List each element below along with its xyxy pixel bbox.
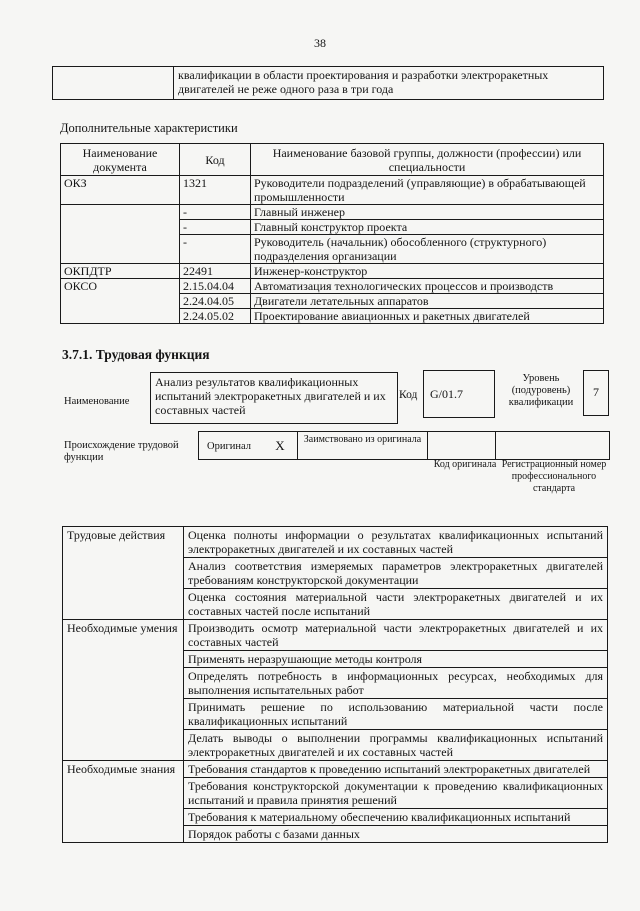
continuation-text: квалификации в области проектирования и разработки электроракетных двигателей не реже одного раза в три года [174, 67, 604, 100]
level-label: Уровень (подуровень) квалификации [508, 373, 574, 408]
origin-box [198, 431, 610, 460]
header-name: Наименование базовой группы, должности (профессии) или специальности [251, 144, 604, 176]
knowledge-item: Порядок работы с базами данных [184, 826, 608, 843]
position-name: Главный инженер [251, 205, 604, 220]
okso-code: 2.15.04.04 [180, 279, 251, 294]
skill-item: Принимать решение по использованию материальной части после квалификационных испытаний [184, 699, 608, 730]
level-box: 7 [583, 370, 609, 416]
action-item: Оценка полноты информации о результатах квалификационных испытаний электроракетных двигателей и их составных частей [184, 527, 608, 558]
skills-label: Необходимые умения [63, 620, 184, 761]
okso-name: Проектирование авиационных и ракетных двигателей [251, 309, 604, 324]
code-original-label: Код оригинала [433, 459, 497, 470]
function-title: 3.7.1. Трудовая функция [62, 347, 210, 362]
skill-item: Применять неразрушающие методы контроля [184, 651, 608, 668]
position-code: - [180, 220, 251, 235]
original-mark: X [263, 432, 298, 459]
function-code-box: G/01.7 [423, 370, 495, 418]
okso-code: 2.24.04.05 [180, 294, 251, 309]
knowledge-item: Требования к материальному обеспечению квалификационных испытаний [184, 809, 608, 826]
knowledge-item: Требования конструкторской документации к проведению квалификационных испытаний и правила принятия решений [184, 778, 608, 809]
additional-characteristics-table [60, 143, 604, 324]
code-label: Код [399, 389, 418, 401]
labor-function-details-table [62, 526, 608, 843]
okz-doc: ОКЗ [61, 176, 180, 205]
okpdtr-code: 22491 [180, 264, 251, 279]
additional-title: Дополнительные характеристики [60, 121, 238, 135]
continuation-empty-cell [53, 67, 174, 100]
position-name: Главный конструктор проекта [251, 220, 604, 235]
reg-number-label: Регистрационный номер профессионального стандарта [501, 459, 607, 494]
header-doc: Наименование документа [61, 144, 180, 176]
knowledge-label: Необходимые знания [63, 761, 184, 843]
action-item: Анализ соответствия измеряемых параметров электроракетных двигателей требованиям конструкторской документации [184, 558, 608, 589]
function-name-box: Анализ результатов квалификационных испытаний электроракетных двигателей и их составных частей [150, 372, 398, 424]
actions-label: Трудовые действия [63, 527, 184, 620]
name-label: Наименование [64, 396, 130, 407]
borrowed-label: Заимствовано из оригинала [298, 432, 428, 459]
okso-name: Двигатели летательных аппаратов [251, 294, 604, 309]
okz-name: Руководители подразделений (управляющие) в обрабатывающей промышленности [251, 176, 604, 205]
header-code: Код [180, 144, 251, 176]
origin-label: Происхождение трудовой функции [64, 440, 179, 463]
position-code: - [180, 205, 251, 220]
page-number: 38 [314, 36, 326, 50]
skill-item: Делать выводы о выполнении программы квалификационных испытаний электроракетных двигателей и их составных частей [184, 730, 608, 761]
original-label: Оригинал [207, 441, 251, 452]
skill-item: Определять потребность в информационных ресурсах, необходимых для выполнения испытательных работ [184, 668, 608, 699]
continuation-table [52, 66, 604, 100]
okso-code: 2.24.05.02 [180, 309, 251, 324]
code-original-cell [429, 432, 496, 459]
position-name: Руководитель (начальник) обособленного (структурного) подразделения организации [251, 235, 604, 264]
skill-item: Производить осмотр материальной части электроракетных двигателей и их составных частей [184, 620, 608, 651]
okz-code: 1321 [180, 176, 251, 205]
position-code: - [180, 235, 251, 264]
positions-empty-cell [61, 205, 180, 264]
action-item: Оценка состояния материальной части электроракетных двигателей и их составных частей после испытаний [184, 589, 608, 620]
knowledge-item: Требования стандартов к проведению испытаний электроракетных двигателей [184, 761, 608, 778]
okpdtr-name: Инженер-конструктор [251, 264, 604, 279]
okso-doc: ОКСО [61, 279, 180, 324]
okso-name: Автоматизация технологических процессов и производств [251, 279, 604, 294]
okpdtr-doc: ОКПДТР [61, 264, 180, 279]
